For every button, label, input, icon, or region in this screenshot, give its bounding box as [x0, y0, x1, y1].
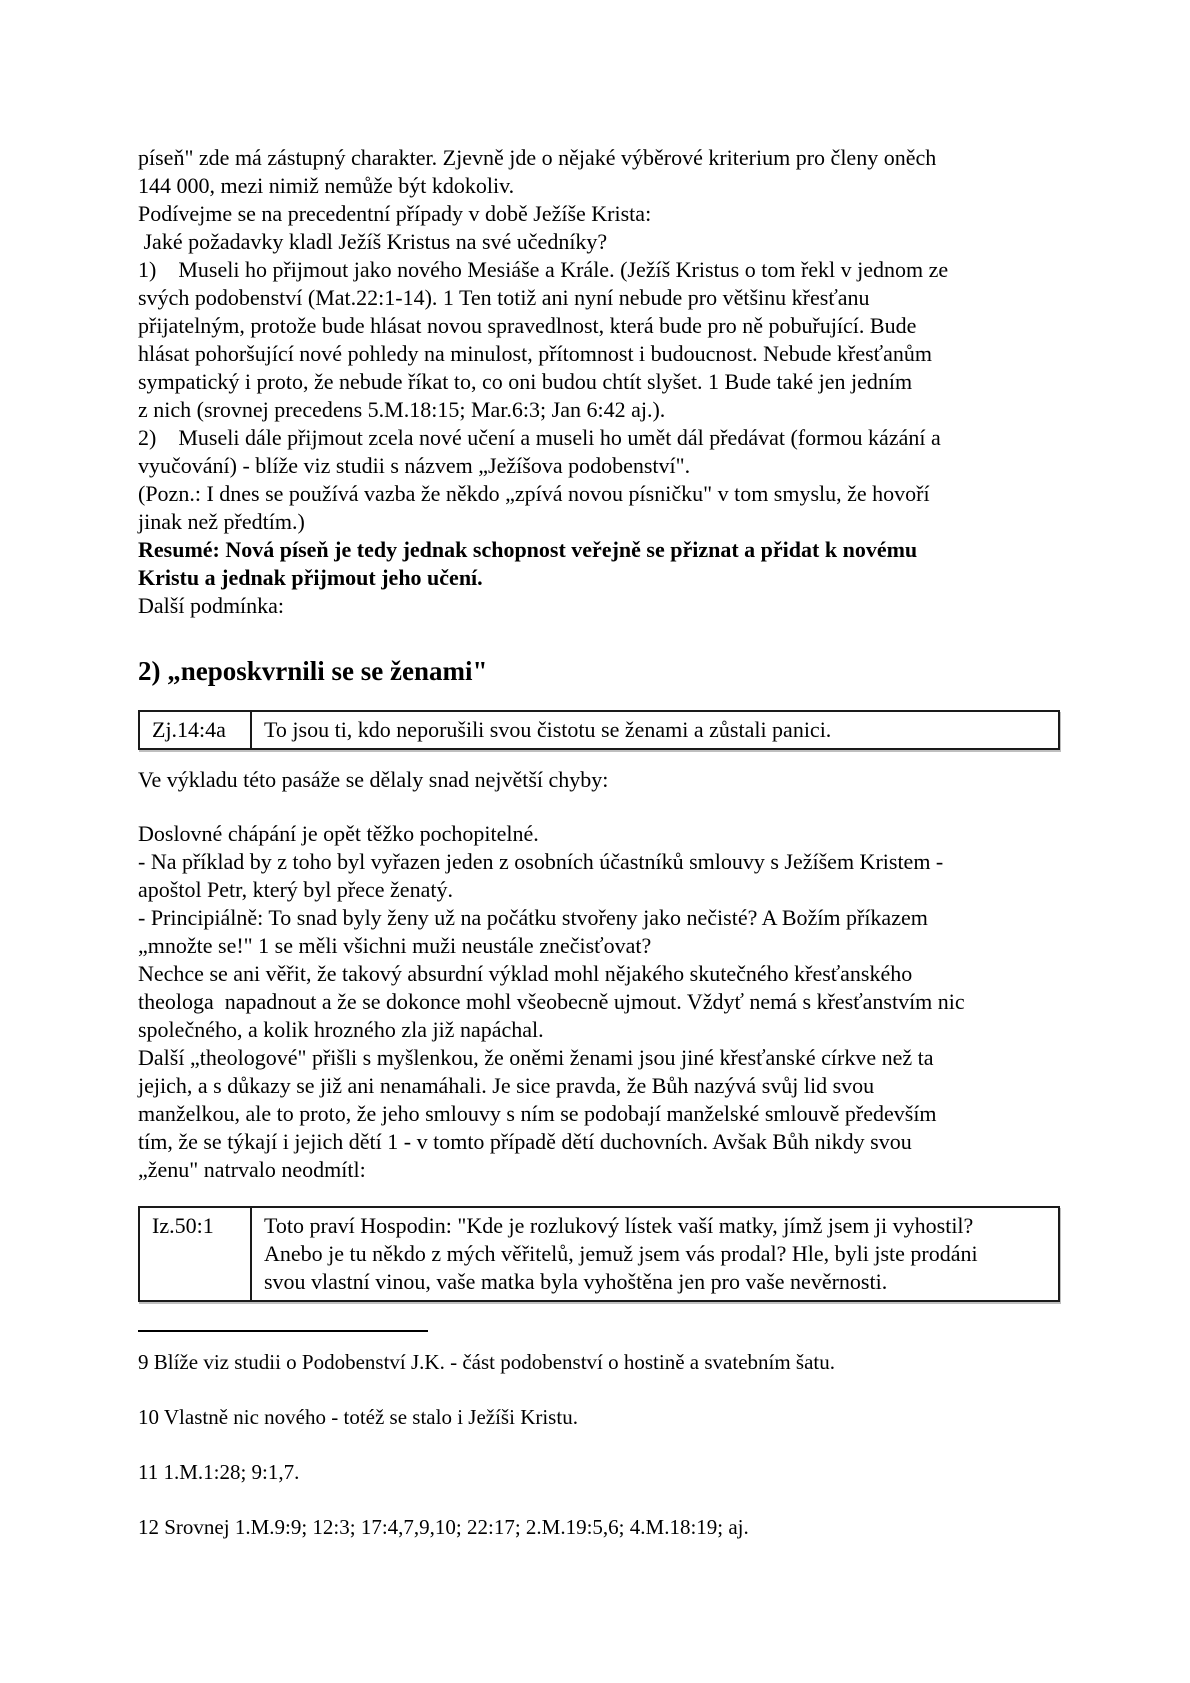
- text-line: přijatelným, protože bude hlásat novou spravedlnost, která bude pro ně pobuřující. Bude: [138, 313, 917, 338]
- text-line: „ženu" natrvalo neodmítl:: [138, 1157, 366, 1182]
- text-line: Další „theologové" přišli s myšlenkou, že oněmi ženami jsou jiné křesťanské církve než ta: [138, 1045, 934, 1070]
- verse-text-cell: To jsou ti, kdo neporušili svou čistotu se ženami a zůstali panici.: [251, 711, 1059, 749]
- text-line: Resumé: Nová píseň je tedy jednak schopnost veřejně se přiznat a přidat k novému: [138, 537, 918, 562]
- text-line: 144 000, mezi nimiž nemůže být kdokoliv.: [138, 173, 515, 198]
- scripture-table-zj: [138, 710, 1060, 750]
- text-line: svých podobenství (Mat.22:1-14). 1 Ten totiž ani nyní nebude pro většinu křesťanu: [138, 285, 870, 310]
- text-line: z nich (srovnej precedens 5.M.18:15; Mar.6:3; Jan 6:42 aj.).: [138, 397, 666, 422]
- text-line: theologa napadnout a že se dokonce mohl všeobecně ujmout. Vždyť nemá s křesťanstvím nic: [138, 989, 965, 1014]
- paragraph-commentary: [138, 820, 1060, 1184]
- verse-text-line: Toto praví Hospodin: "Kde je rozlukový lístek vaší matky, jímž jsem ji vyhostil?: [264, 1213, 974, 1238]
- paragraph-intro: [138, 144, 1060, 536]
- next-condition-line: Další podmínka:: [138, 593, 285, 618]
- table-row: [139, 1207, 1059, 1301]
- commentary-intro-line: Ve výkladu této pasáže se dělaly snad největší chyby:: [138, 767, 609, 792]
- text-line: jejich, a s důkazy se již ani nenamáhali. Je sice pravda, že Bůh nazývá svůj lid svou: [138, 1073, 875, 1098]
- text-line: jinak než předtím.): [138, 509, 305, 534]
- footnote: 12 Srovnej 1.M.9:9; 12:3; 17:4,7,9,10; 22:17; 2.M.19:5,6; 4.M.18:19; aj.: [138, 1515, 749, 1539]
- verse-text-line: Anebo je tu někdo z mých věřitelů, jemuž jsem vás prodal? Hle, byli jste prodáni: [264, 1241, 978, 1266]
- scripture-table-iz: [138, 1206, 1060, 1302]
- footnotes-block: [138, 1348, 1060, 1541]
- text-line: manželkou, ale to proto, že jeho smlouvy s ním se podobají manželské smlouvě především: [138, 1101, 937, 1126]
- resume-paragraph: [138, 536, 1060, 592]
- verse-ref-cell: Iz.50:1: [139, 1207, 251, 1301]
- text-line: - Na příklad by z toho byl vyřazen jeden z osobních účastníků smlouvy s Ježíšem Kristem -: [138, 849, 944, 874]
- text-line: sympatický i proto, že nebude říkat to, co oni budou chtít slyšet. 1 Bude také jen jedním: [138, 369, 913, 394]
- text-line: (Pozn.: I dnes se používá vazba že někdo „zpívá novou písničku" v tom smyslu, že hovoří: [138, 481, 930, 506]
- text-line: apoštol Petr, který byl přece ženatý.: [138, 877, 453, 902]
- footnote: 9 Blíže viz studii o Podobenství J.K. - část podobenství o hostině a svatebním šatu.: [138, 1350, 836, 1374]
- page-content: [138, 144, 1060, 1568]
- text-line: 1) Museli ho přijmout jako nového Mesiáše a Krále. (Ježíš Kristus o tom řekl v jednom ze: [138, 257, 949, 282]
- text-line: Jaké požadavky kladl Ježíš Kristus na své učedníky?: [138, 229, 608, 254]
- footnote: 10 Vlastně nic nového - totéž se stalo i Ježíši Kristu.: [138, 1405, 578, 1429]
- text-line: Nechce se ani věřit, že takový absurdní výklad mohl nějakého skutečného křesťanského: [138, 961, 913, 986]
- table-row: [139, 711, 1059, 749]
- text-line: Kristu a jednak přijmout jeho učení.: [138, 565, 483, 590]
- text-line: tím, že se týkají i jejich dětí 1 - v tomto případě dětí duchovních. Avšak Bůh nikdy svou: [138, 1129, 912, 1154]
- footnote: 11 1.M.1:28; 9:1,7.: [138, 1460, 300, 1484]
- text-line: „množte se!" 1 se měli všichni muži neustále znečisťovat?: [138, 933, 652, 958]
- verse-text-line: svou vlastní vinou, vaše matka byla vyhoštěna jen pro vaše nevěrnosti.: [264, 1269, 888, 1294]
- text-line: píseň" zde má zástupný charakter. Zjevně jde o nějaké výběrové kriterium pro členy oněch: [138, 145, 937, 170]
- verse-ref-cell: Zj.14:4a: [139, 711, 251, 749]
- verse-text-cell: [251, 1207, 1059, 1301]
- text-line: vyučování) - blíže viz studii s názvem „Ježíšova podobenství".: [138, 453, 691, 478]
- text-line: Doslovné chápání je opět těžko pochopitelné.: [138, 821, 539, 846]
- text-line: 2) Museli dále přijmout zcela nové učení a museli ho umět dál předávat (formou kázání a: [138, 425, 941, 450]
- section-heading: 2) „neposkvrnili se se ženami": [138, 656, 488, 686]
- text-line: hlásat pohoršující nové pohledy na minulost, přítomnost i budoucnost. Nebude křesťanům: [138, 341, 932, 366]
- text-line: Podívejme se na precedentní případy v době Ježíše Krista:: [138, 201, 652, 226]
- text-line: společného, a kolik hrozného zla již napáchal.: [138, 1017, 544, 1042]
- text-line: - Principiálně: To snad byly ženy už na počátku stvořeny jako nečisté? A Božím příkazem: [138, 905, 928, 930]
- footnote-separator: [138, 1330, 428, 1332]
